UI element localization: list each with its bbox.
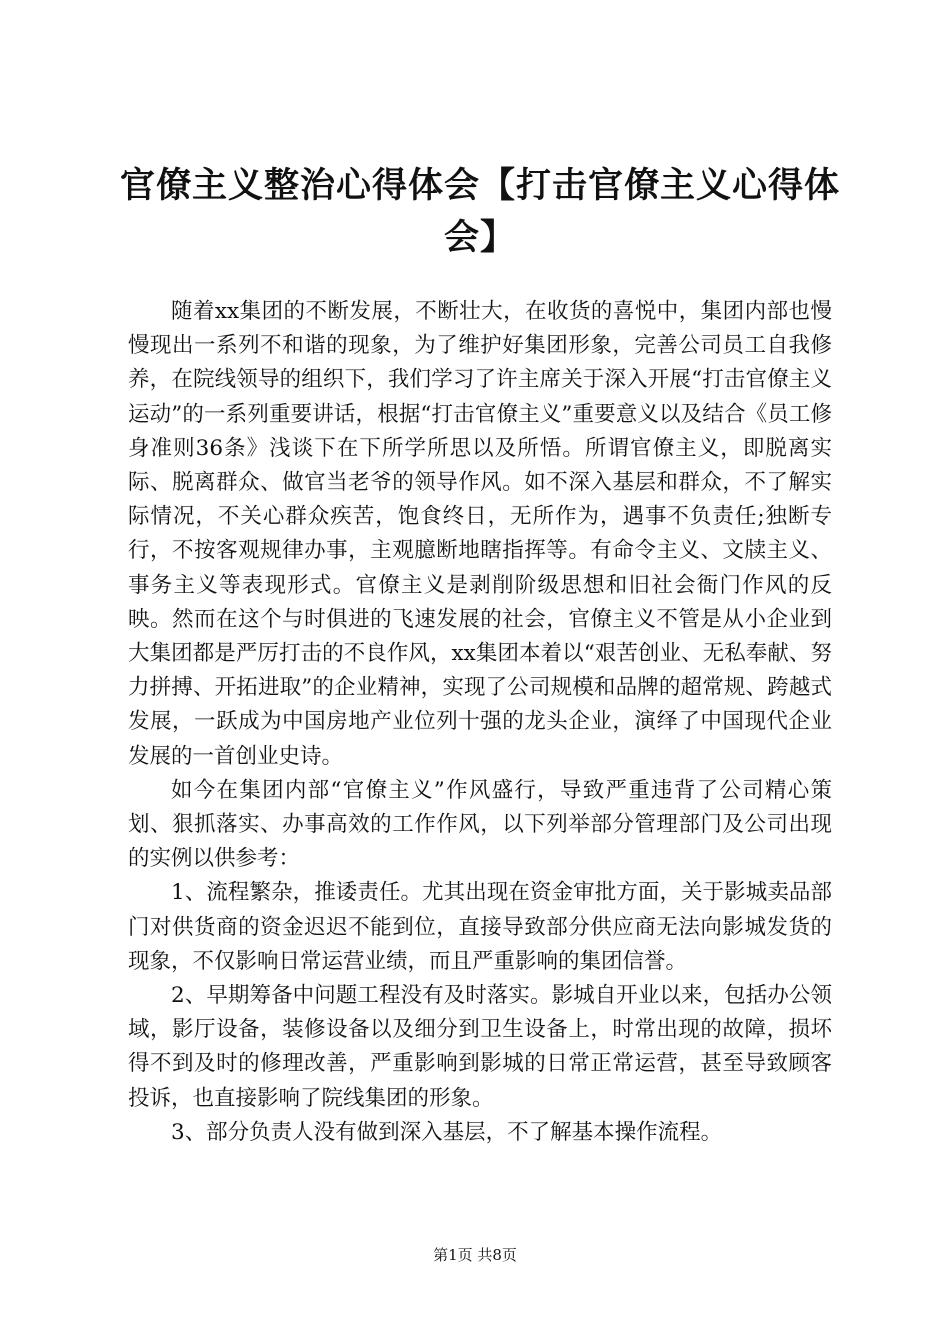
paragraph-item-2: 2、早期筹备中问题工程没有及时落实。影城自开业以来，包括办公领域，影厅设备，装修设备以及细分到卫生设备上，时常出现的故障，损坏得不到及时的修理改善，严重影响到影城的日常正常运营，甚至导致顾客投诉，也直接影响了院线集团的形象。 bbox=[128, 983, 832, 1111]
document-body bbox=[128, 295, 832, 1150]
document-title: 官僚主义整治心得体会【打击官僚主义心得体会】 bbox=[119, 165, 840, 258]
paragraph-item-3: 3、部分负责人没有做到深入基层，不了解基本操作流程。 bbox=[171, 1119, 723, 1145]
paragraph-current-situation: 如今在集团内部“官僚主义”作风盛行，导致严重违背了公司精心策划、狠抓落实、办事高效的工作作风，以下列举部分管理部门及公司出现的实例以供参考： bbox=[128, 777, 832, 872]
page-footer: 第1页 共8页 bbox=[433, 1246, 517, 1264]
paragraph-item-1: 1、流程繁杂，推诿责任。尤其出现在资金审批方面，关于影城卖品部门对供货商的资金迟迟不能到位，直接导致部分供应商无法向影城发货的现象，不仅影响日常运营业绩，而且严重影响的集团信誉。 bbox=[128, 880, 832, 974]
paragraph-intro: 随着xx集团的不断发展，不断壮大，在收货的喜悦中，集团内部也慢慢现出一系列不和谐的现象，为了维护好集团形象，完善公司员工自我修养，在院线领导的组织下，我们学习了许主席关于深入开展“打击官僚主义运动”的一系列重要讲话，根据“打击官僚主义”重要意义以及结合《员工修身准则36条》浅谈下在下所学所思以及所悟。所谓官僚主义，即脱离实际、脱离群众、做官当老爷的领导作风。如不深入基层和群众，不了解实际情况，不关心群众疾苦，饱食终日，无所作为，遇事不负责任;独断专行，不按客观规律办事，主观臆断地瞎指挥等。有命令主义、文牍主义、事务主义等表现形式。官僚主义是剥削阶级思想和旧社会衙门作风的反映。然而在这个与时俱进的飞速发展的社会，官僚主义不管是从小企业到大集团都是严厉打击的不良作风，xx集团本着以“艰苦创业、无私奉献、努力拼搏、开拓进取”的企业精神，实现了公司规模和品牌的超常规、跨越式发展，一跃成为中国房地产业位列十强的龙头企业，演绎了中国现代企业发展的一首创业史诗。 bbox=[128, 299, 832, 769]
